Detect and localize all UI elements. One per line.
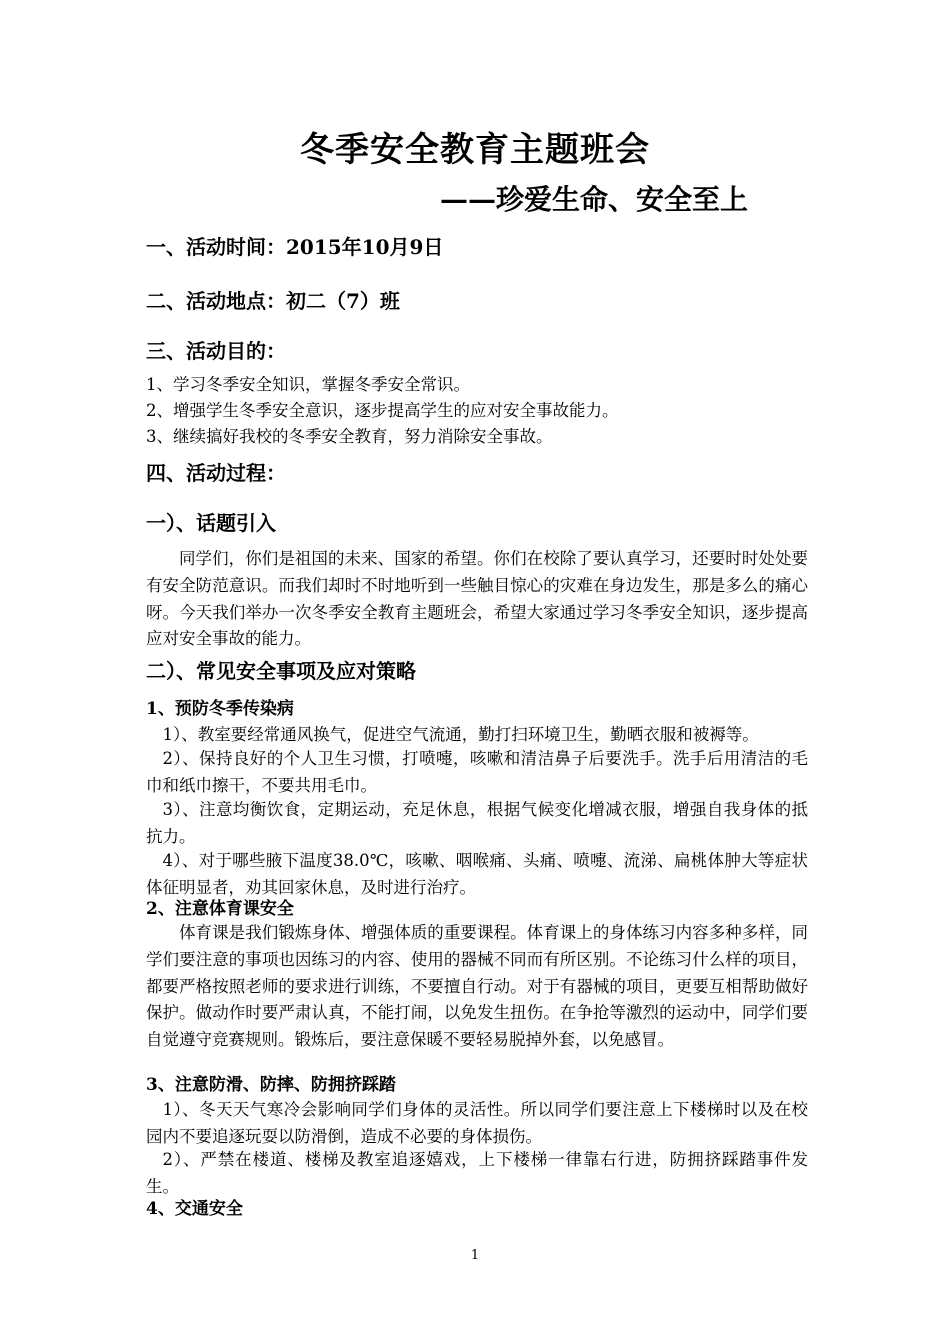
- section-1-item: 1）、教室要经常通风换气，促进空气流通，勤打扫环境卫生，勤晒衣服和被褥等。: [162, 725, 759, 744]
- page-number: 1: [470, 1248, 480, 1263]
- purpose-item: 1、学习冬季安全知识，掌握冬季安全常识。: [146, 375, 470, 394]
- intro-heading: 一）、话题引入: [146, 511, 276, 535]
- activity-purpose-heading: 三、活动目的：: [146, 339, 286, 363]
- section-2-paragraph: 体育课是我们锻炼身体、增强体质的重要课程。体育课上的身体练习内容多种多样，同学们要注意的事项也因练习的内容、使用的器械不同而有所区别。不论练习什么样的项目，都要严格按照老师的要求进行训练，不要擅自行动。对于有器械的项目，更要互相帮助做好保护。做动作时要严肃认真，不能打闹，以免发生扭伤。在争抢等激烈的运动中，同学们要自觉遵守竞赛规则。锻炼后，要注意保暖不要轻易脱掉外套，以免感冒。: [146, 923, 808, 1050]
- document-subtitle: ——珍爱生命、安全至上: [440, 183, 749, 216]
- section-1-item: 3）、注意均衡饮食，定期运动，充足休息，根据气候变化增减衣服，增强自我身体的抵抗力。: [146, 800, 808, 846]
- section-3-heading: 3、注意防滑、防摔、防拥挤踩踏: [146, 1075, 396, 1095]
- purpose-item: 3、继续搞好我校的冬季安全教育，努力消除安全事故。: [146, 427, 553, 446]
- activity-process-heading: 四、活动过程：: [146, 461, 286, 485]
- activity-place-heading: 二、活动地点：初二（7）班: [146, 289, 400, 313]
- section-1-item: 4）、对于哪些腋下温度38.0℃，咳嗽、咽喉痛、头痛、喷嚏、流涕、扁桃体肿大等症状体征明显者，劝其回家休息，及时进行治疗。: [146, 851, 808, 897]
- strategy-heading: 二）、常见安全事项及应对策略: [146, 659, 416, 683]
- activity-time-heading: 一、活动时间：2015年10月9日: [146, 235, 444, 259]
- section-3-item: 2）、严禁在楼道、楼梯及教室追逐嬉戏，上下楼梯一律靠右行进，防拥挤踩踏事件发生。: [146, 1150, 808, 1196]
- section-3-item: 1）、冬天天气寒冷会影响同学们身体的灵活性。所以同学们要注意上下楼梯时以及在校园内不要追逐玩耍以防滑倒，造成不必要的身体损伤。: [146, 1100, 808, 1146]
- purpose-item: 2、增强学生冬季安全意识，逐步提高学生的应对安全事故能力。: [146, 401, 619, 420]
- section-4-heading: 4、交通安全: [146, 1199, 243, 1219]
- section-2-heading: 2、注意体育课安全: [146, 899, 294, 919]
- document-title: 冬季安全教育主题班会: [300, 130, 650, 170]
- intro-paragraph: 同学们，你们是祖国的未来、国家的希望。你们在校除了要认真学习，还要时时处处要有安全防范意识。而我们却时不时地听到一些触目惊心的灾难在身边发生，那是多么的痛心呀。今天我们举办一次冬季安全教育主题班会，希望大家通过学习冬季安全知识，逐步提高应对安全事故的能力。: [146, 549, 808, 649]
- section-1-item: 2）、保持良好的个人卫生习惯，打喷嚏，咳嗽和清洁鼻子后要洗手。洗手后用清洁的毛巾和纸巾擦干，不要共用毛巾。: [146, 749, 808, 795]
- section-1-heading: 1、预防冬季传染病: [146, 699, 294, 719]
